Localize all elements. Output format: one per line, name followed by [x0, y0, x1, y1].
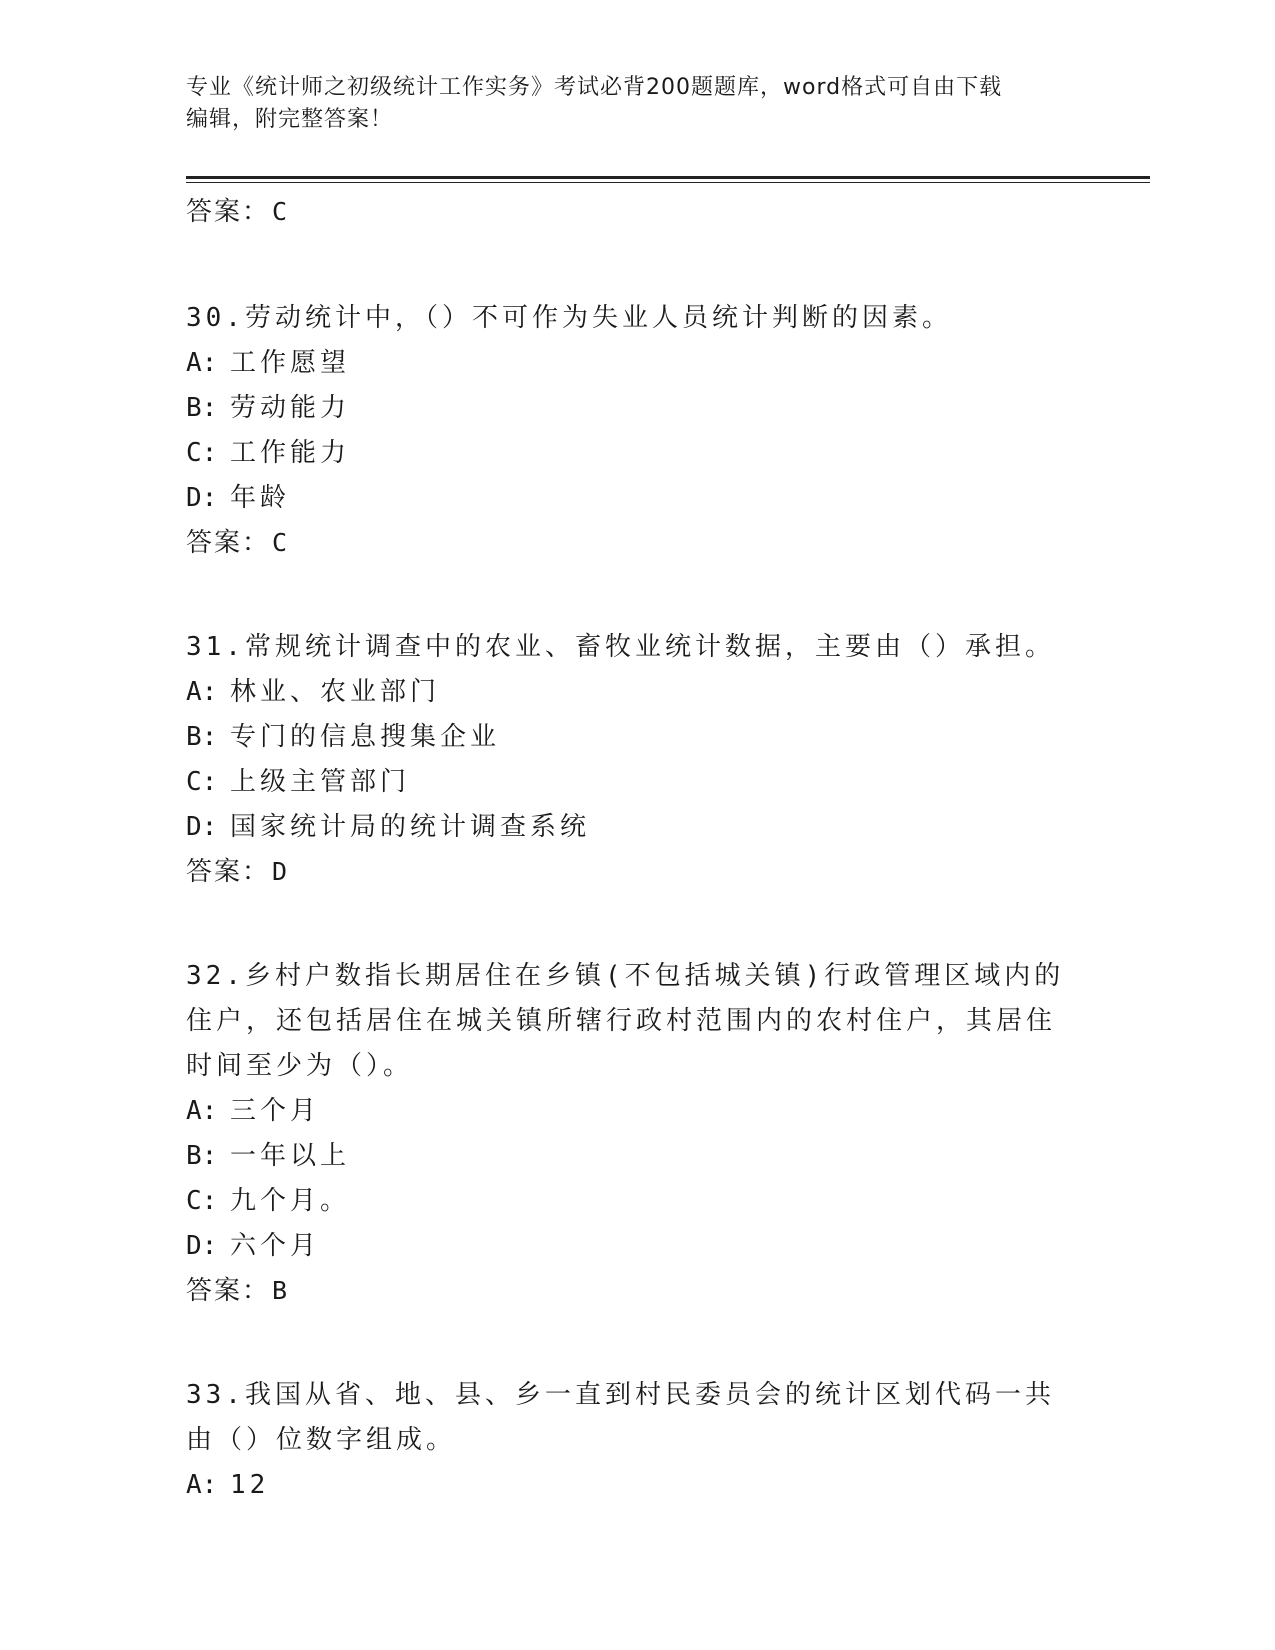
answer-line — [186, 1269, 1086, 1313]
option-key: C: — [186, 1186, 218, 1216]
question-30 — [186, 296, 1086, 565]
option-c — [186, 1179, 1086, 1224]
answer-line — [186, 850, 1086, 894]
answer-value: C — [272, 197, 288, 226]
option-key: B: — [186, 722, 218, 752]
option-key: B: — [186, 393, 218, 423]
answer-label: 答案： — [186, 528, 271, 558]
option-text: 专门的信息搜集企业 — [230, 722, 501, 752]
option-text: 工作能力 — [230, 438, 351, 468]
question-32 — [186, 954, 1086, 1313]
option-c — [186, 431, 1086, 476]
option-text: 一年以上 — [230, 1141, 351, 1171]
option-text: 九个月。 — [230, 1186, 351, 1216]
previous-answer — [186, 190, 1086, 234]
option-text: 六个月 — [230, 1231, 321, 1261]
option-key: A: — [186, 677, 218, 707]
answer-label: 答案： — [186, 1276, 271, 1306]
answer-label: 答案： — [186, 857, 271, 887]
option-text: 劳动能力 — [230, 393, 351, 423]
header-line-2: 编辑，附完整答案！ — [186, 107, 394, 132]
question-33 — [186, 1373, 1086, 1508]
option-text: 年龄 — [230, 483, 291, 513]
option-key: B: — [186, 1141, 218, 1171]
option-key: C: — [186, 767, 218, 797]
header-divider-thick — [186, 176, 1150, 179]
option-text: 林业、农业部门 — [230, 677, 441, 707]
option-a — [186, 1463, 1086, 1508]
option-d — [186, 1224, 1086, 1269]
option-text: 国家统计局的统计调查系统 — [230, 812, 591, 842]
option-b — [186, 1134, 1086, 1179]
option-key: A: — [186, 348, 218, 378]
answer-value: D — [272, 857, 288, 886]
option-d — [186, 476, 1086, 521]
question-list — [186, 190, 1086, 1508]
question-31 — [186, 625, 1086, 894]
answer-line — [186, 521, 1086, 565]
option-key: A: — [186, 1096, 218, 1126]
option-key: D: — [186, 812, 218, 842]
option-a — [186, 341, 1086, 386]
option-key: C: — [186, 438, 218, 468]
option-text: 上级主管部门 — [230, 767, 411, 797]
option-text: 12 — [230, 1470, 270, 1500]
question-stem: 30.劳动统计中，（）不可作为失业人员统计判断的因素。 — [186, 303, 952, 333]
question-stem: 31.常规统计调查中的农业、畜牧业统计数据，主要由（）承担。 — [186, 632, 1055, 662]
option-c — [186, 760, 1086, 805]
option-text: 三个月 — [230, 1096, 321, 1126]
question-stem: 33.我国从省、地、县、乡一直到村民委员会的统计区划代码一共由（）位数字组成。 — [186, 1380, 1055, 1455]
option-key: D: — [186, 483, 218, 513]
option-key: A: — [186, 1470, 218, 1500]
header-line-1: 专业《统计师之初级统计工作实务》考试必背200题题库，word格式可自由下载 — [186, 75, 1003, 100]
question-stem: 32.乡村户数指长期居住在乡镇(不包括城关镇)行政管理区域内的住户，还包括居住在城关镇所辖行政村范围内的农村住户，其居住时间至少为（）。 — [186, 961, 1065, 1081]
option-key: D: — [186, 1231, 218, 1261]
option-b — [186, 715, 1086, 760]
option-a — [186, 1089, 1086, 1134]
answer-value: B — [272, 1276, 288, 1305]
document-header — [186, 72, 1066, 136]
option-b — [186, 386, 1086, 431]
option-d — [186, 805, 1086, 850]
answer-label: 答案： — [186, 197, 271, 227]
header-divider-thin — [186, 182, 1150, 183]
option-text: 工作愿望 — [230, 348, 351, 378]
answer-value: C — [272, 528, 288, 557]
option-a — [186, 670, 1086, 715]
